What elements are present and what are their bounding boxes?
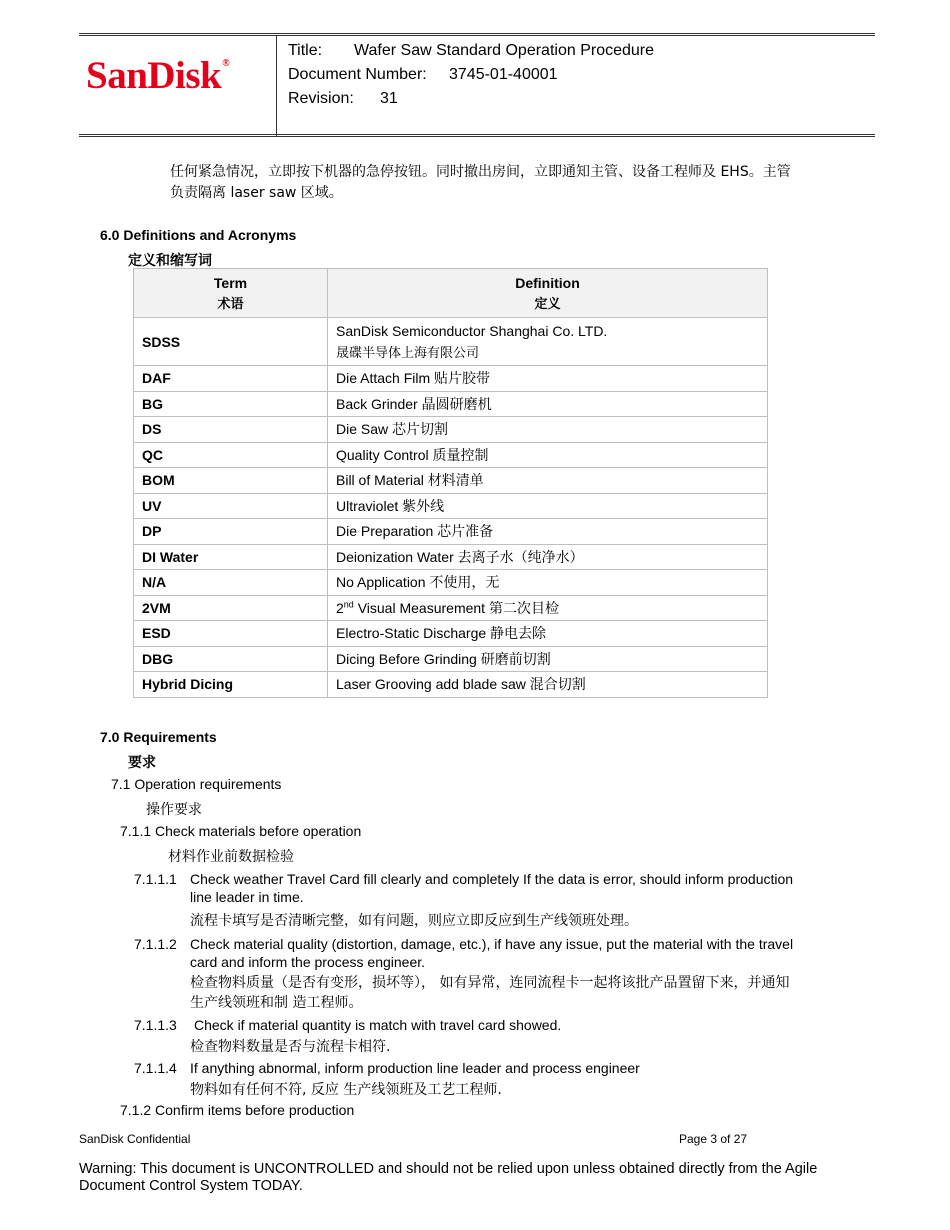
table-row (134, 519, 768, 545)
section-7-heading: 7.0 Requirements (100, 729, 217, 745)
term-cell: 2VM (134, 595, 328, 621)
term-cell: DS (134, 417, 328, 443)
table-row (134, 621, 768, 647)
definition-cell: SanDisk Semiconductor Shanghai Co. LTD. 晟碟半导体上海有限公司 (328, 318, 768, 366)
item-7-1-1-1-cn: 流程卡填写是否清晰完整，如有问题，则应立即反应到生产线领班处理。 (190, 913, 638, 929)
term-cell: QC (134, 442, 328, 468)
table-row (134, 417, 768, 443)
table-row (134, 672, 768, 698)
term-cell: DBG (134, 646, 328, 672)
definition-cell: Quality Control 质量控制 (328, 442, 768, 468)
item-7-1-1-4-line-1: If anything abnormal, inform production line leader and process engineer (190, 1060, 640, 1076)
section-6-heading: 6.0 Definitions and Acronyms (100, 227, 297, 243)
table-row (134, 544, 768, 570)
item-7-1-1-2-number: 7.1.1.2 (134, 936, 177, 952)
item-7-1-1-4-number: 7.1.1.4 (134, 1060, 177, 1076)
doc-number-row (288, 66, 558, 84)
item-7-1-1-1-line-1: Check weather Travel Card fill clearly and completely If the data is error, should inform production (190, 871, 794, 887)
item-7-1-1-2-line-2: card and inform the process engineer. (190, 954, 426, 970)
header-top-rule (79, 33, 875, 36)
table-header-row (134, 269, 768, 318)
item-7-1-1-1-number: 7.1.1.1 (134, 871, 177, 887)
revision-value: 31 (380, 90, 398, 107)
term-cell: ESD (134, 621, 328, 647)
table-row (134, 318, 768, 366)
term-cell: N/A (134, 570, 328, 596)
title-value: Wafer Saw Standard Operation Procedure (354, 42, 655, 59)
item-7-1-1-4-cn: 物料如有任何不符, 反应 生产线领班及工艺工程师. (190, 1082, 502, 1098)
table-row (134, 442, 768, 468)
item-7-1-1-2-line-1: Check material quality (distortion, damage, etc.), if have any issue, put the material with the travel (190, 936, 794, 952)
section-7-1-2: 7.1.2 Confirm items before production (120, 1102, 355, 1118)
table-row (134, 595, 768, 621)
revision-row (288, 90, 398, 108)
definition-cell: Deionization Water 去离子水（纯净水） (328, 544, 768, 570)
table-row (134, 493, 768, 519)
definition-cell: No Application 不使用，无 (328, 570, 768, 596)
table-row (134, 468, 768, 494)
item-7-1-1-3-line-1: Check if material quantity is match with travel card showed. (194, 1017, 562, 1033)
definition-cell: Die Saw 芯片切割 (328, 417, 768, 443)
section-7-heading-cn: 要求 (128, 755, 156, 771)
item-7-1-1-2-cn-1: 检查物料质量（是否有变形，损坏等）， 如有异常，连同流程卡一起将该批产品置留下来，并通知 (190, 975, 790, 991)
item-7-1-1-2-cn-2: 生产线领班和制 造工程师。 (190, 995, 363, 1011)
intro-line-1: 任何紧急情况，立即按下机器的急停按钮。同时撤出房间，立即通知主管、设备工程师及 EHS。主管 (170, 164, 791, 180)
term-cell: Hybrid Dicing (134, 672, 328, 698)
table-row (134, 570, 768, 596)
item-7-1-1-3-cn: 检查物料数量是否与流程卡相符. (190, 1039, 391, 1055)
definition-cell: Die Attach Film 贴片胶带 (328, 366, 768, 392)
uncontrolled-warning: Warning: This document is UNCONTROLLED and should not be relied upon unless obtained directly from the Agile Document Control System TODAY. (79, 1161, 818, 1194)
definition-cell: Laser Grooving add blade saw 混合切割 (328, 672, 768, 698)
definition-cell: 2nd Visual Measurement 第二次目检 (328, 595, 768, 621)
definition-cell: Back Grinder 晶圆研磨机 (328, 391, 768, 417)
definition-column-header: Definition 定义 (328, 269, 768, 318)
term-cell: UV (134, 493, 328, 519)
item-7-1-1-3-number: 7.1.1.3 (134, 1017, 177, 1033)
intro-line-2: 负责隔离 laser saw 区域。 (170, 185, 343, 201)
section-7-1-1-cn: 材料作业前数据检验 (168, 849, 294, 865)
table-row (134, 366, 768, 392)
sandisk-logo: SanDisk® (86, 54, 230, 97)
term-cell: DI Water (134, 544, 328, 570)
section-6-heading-cn: 定义和缩写词 (128, 253, 212, 269)
table-row (134, 391, 768, 417)
definition-cell: Dicing Before Grinding 研磨前切割 (328, 646, 768, 672)
section-7-1: 7.1 Operation requirements (111, 776, 282, 792)
table-row (134, 646, 768, 672)
definition-cell: Bill of Material 材料清单 (328, 468, 768, 494)
doc-title-row (288, 42, 654, 60)
term-cell: BOM (134, 468, 328, 494)
item-7-1-1-1-line-2: line leader in time. (190, 889, 304, 905)
term-cell: DP (134, 519, 328, 545)
definition-cell: Electro-Static Discharge 静电去除 (328, 621, 768, 647)
term-column-header: Term 术语 (134, 269, 328, 318)
footer-confidential: SanDisk Confidential (79, 1132, 191, 1146)
term-cell: SDSS (134, 318, 328, 366)
section-7-1-cn: 操作要求 (146, 802, 202, 818)
revision-label: Revision: (288, 90, 354, 107)
docnum-value: 3745-01-40001 (449, 66, 558, 83)
title-label: Title: (288, 42, 323, 59)
header-bottom-rule (79, 134, 875, 137)
footer-page-number: Page 3 of 27 (679, 1132, 748, 1146)
term-cell: BG (134, 391, 328, 417)
header-divider (276, 36, 277, 136)
docnum-label: Document Number: (288, 66, 427, 83)
section-7-1-1: 7.1.1 Check materials before operation (120, 823, 362, 839)
term-cell: DAF (134, 366, 328, 392)
definition-cell: Die Preparation 芯片准备 (328, 519, 768, 545)
definition-cell: Ultraviolet 紫外线 (328, 493, 768, 519)
definitions-table (133, 268, 768, 698)
